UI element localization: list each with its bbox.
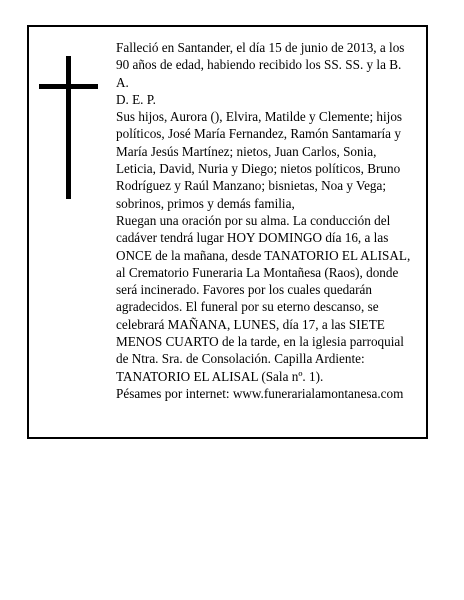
family-list: Sus hijos, Aurora (), Elvira, Matilde y Clemente; hijos políticos, José María Fernandez, Ramón Santamaría y María Jesús Martínez; nietos, Juan Carlos, Sonia, Leticia, David, Nuria y Diego; nietos políticos, Bruno Rodríguez y Raúl Manzano; bisnietas, Noa y Vega; sobrinos, primos y demás familia,	[116, 109, 403, 211]
cross-horizontal-bar	[39, 84, 98, 89]
condolences-link: Pésames por internet: www.funerarialamontanesa.com	[116, 385, 404, 401]
obituary-notice	[27, 25, 428, 439]
latin-cross-icon	[39, 56, 98, 199]
notice-text-block	[116, 39, 414, 402]
death-announcement: Falleció en Santander, el día 15 de junio de 2013, a los 90 años de edad, habiendo recibido los SS. SS. y la B. A.	[116, 40, 405, 90]
service-details: Ruegan una oración por su alma. La conducción del cadáver tendrá lugar HOY DOMINGO día 16, a las ONCE de la mañana, desde TANATORIO EL ALISAL, al Crematorio Funeraria La Montañesa (Raos), donde será incinerado. Favores por los cuales quedarán agradecidos. El funeral por su eterno descanso, se celebrará MAÑANA, LUNES, día 17, a las SIETE MENOS CUARTO de la tarde, en la iglesia parroquial de Ntra. Sra. de Consolación. Capilla Ardiente: TANATORIO EL ALISAL (Sala nº. 1).	[116, 212, 411, 384]
cross-vertical-bar	[66, 56, 71, 199]
rest-in-peace: D. E. P.	[116, 91, 156, 107]
